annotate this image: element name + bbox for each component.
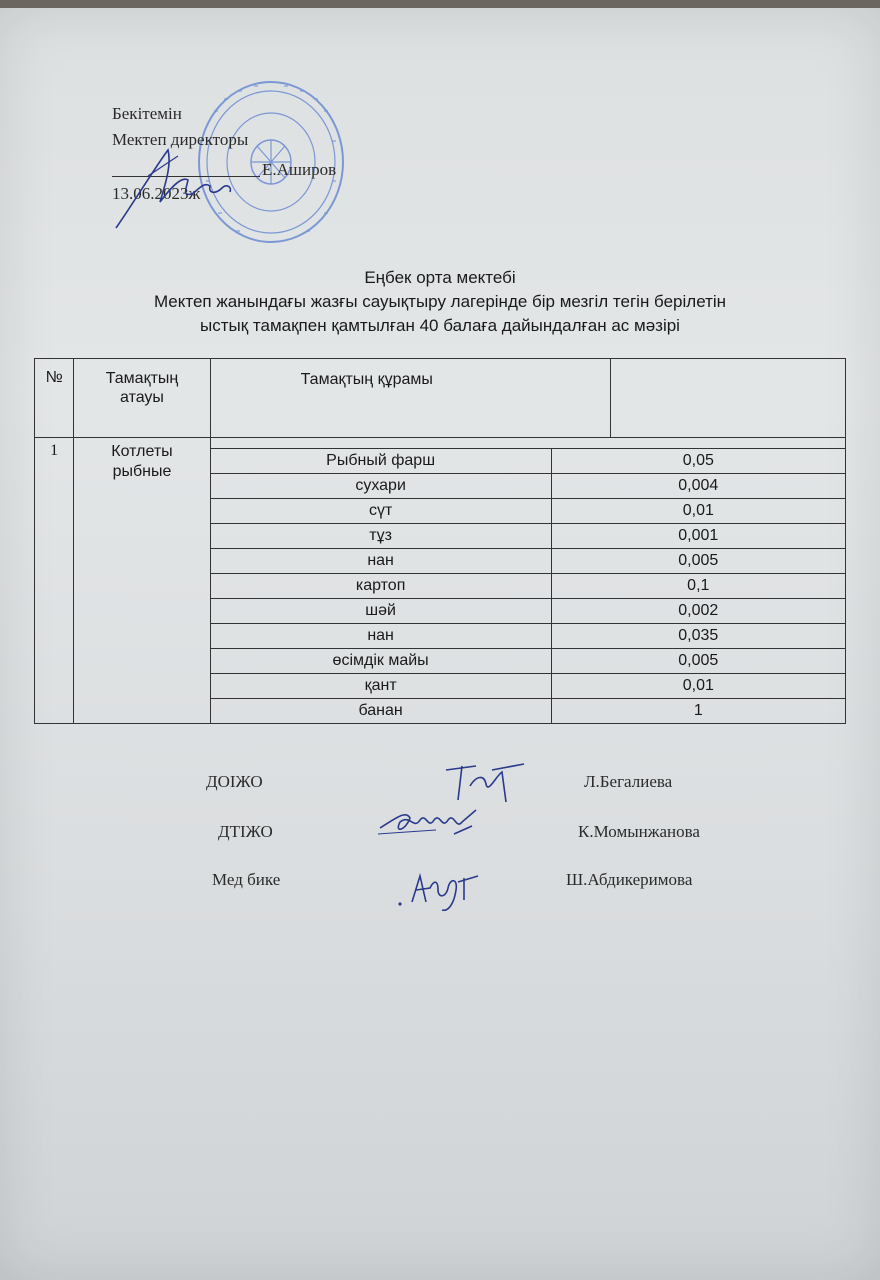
handwritten-signature-3 [394,858,484,916]
ingredient-name: банан [211,699,552,724]
approval-date: 13.06.2023ж [112,184,201,203]
handwritten-signature-2 [376,800,486,850]
ingredient-amount: 0,01 [551,674,845,699]
ingredient-name: нан [211,624,552,649]
handwritten-signature-1 [440,756,526,806]
ingredient-amount: 0,005 [551,649,845,674]
signature-name-2: К.Момынжанова [578,822,700,841]
ingredient-row [211,524,845,549]
row-number: 1 [35,438,74,724]
signature-role-1: ДОІЖО [206,772,263,791]
ingredient-name: Рыбный фарш [211,449,552,474]
ingredient-name: сухари [211,474,552,499]
ingredient-row [211,699,845,724]
signature-name-3: Ш.Абдикеримова [566,870,693,889]
ingredient-name: нан [211,549,552,574]
ingredient-amount: 0,002 [551,599,845,624]
approval-director-name: Е.Аширов [262,160,337,179]
document-page [0,8,880,1280]
table-header-row [35,359,846,438]
menu-title-line-2: ыстық тамақпен қамтылған 40 балаға дайындалған ас мәзірі [200,316,680,335]
ingredient-amount: 0,05 [551,449,845,474]
ingredient-amount: 0,035 [551,624,845,649]
ingredient-name: шәй [211,599,552,624]
header-dish-name-line-1: Тамақтың [105,370,179,387]
ingredient-row [211,624,845,649]
ingredient-amount: 0,005 [551,549,845,574]
menu-title-line-1: Мектеп жанындағы жазғы сауықтыру лагерінде бір мезгіл тегін берілетін [153,292,727,311]
header-dish-name-line-2: атауы [120,389,164,406]
ingredient-amount: 0,001 [551,524,845,549]
header-composition: Тамақтың құрамы [210,359,610,438]
ingredient-row [211,474,845,499]
ingredient-row [211,574,845,599]
approval-label: Бекітемін [112,104,182,123]
ingredient-row [211,449,845,474]
signature-role-3: Мед бике [212,870,281,889]
row-dish-name [74,438,210,724]
ingredient-name: картоп [211,574,552,599]
director-signature [108,136,268,236]
ingredients-cell [210,438,845,724]
approval-position: Мектеп директоры [112,130,249,149]
menu-table [34,358,846,724]
school-name: Еңбек орта мектебі [364,268,516,287]
ingredient-amount: 0,1 [551,574,845,599]
table-row [35,438,846,724]
ingredient-name: қант [211,674,552,699]
ingredient-row [211,674,845,699]
ingredient-name: сүт [211,499,552,524]
ingredients-table [211,448,845,723]
ingredient-amount: 0,004 [551,474,845,499]
header-number: № [35,359,74,438]
signature-role-2: ДТІЖО [218,822,273,841]
ingredient-row [211,649,845,674]
ingredient-row [211,499,845,524]
ingredient-name: тұз [211,524,552,549]
ingredient-amount: 0,01 [551,499,845,524]
ingredient-name: өсімдік майы [211,649,552,674]
row-dish-name-line-2: рыбные [112,463,172,480]
ingredient-amount: 1 [551,699,845,724]
signature-name-1: Л.Бегалиева [584,772,673,791]
ingredient-row [211,549,845,574]
ingredient-row [211,599,845,624]
header-amount [611,359,846,438]
header-dish-name [74,359,210,438]
row-dish-name-line-1: Котлеты [111,443,173,460]
